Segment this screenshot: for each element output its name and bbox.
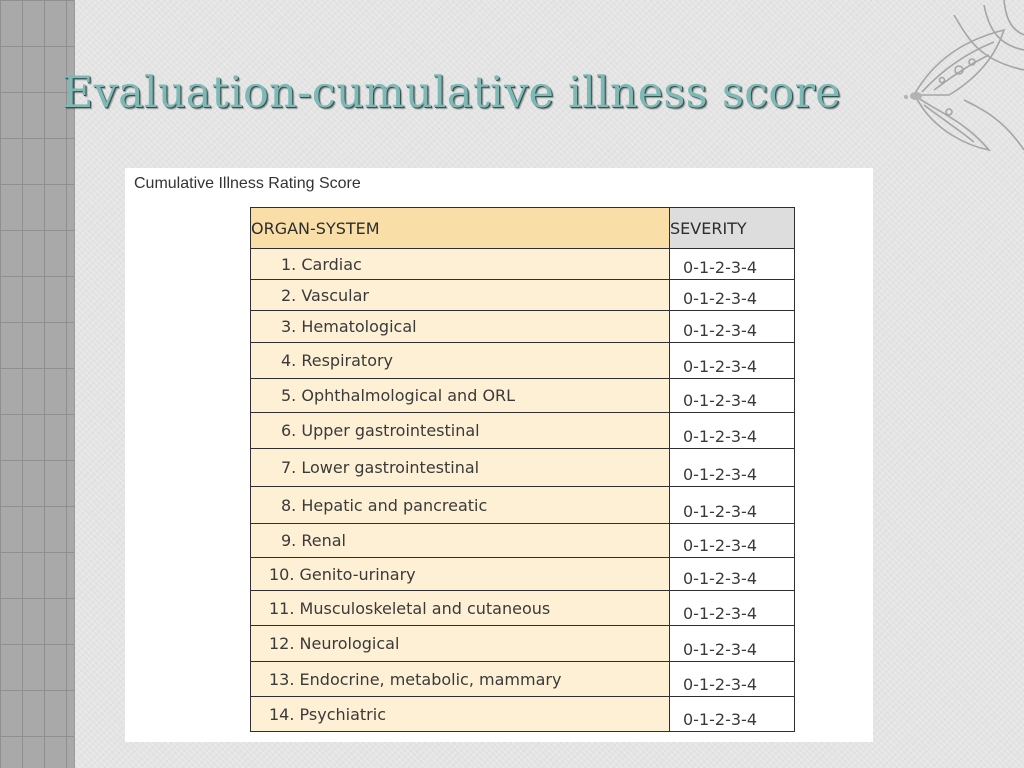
severity-cell: 0-1-2-3-4 — [670, 311, 795, 343]
organ-system-label: 7. Lower gastrointestinal — [281, 458, 480, 477]
table-row — [251, 343, 795, 379]
organ-system-label: 8. Hepatic and pancreatic — [281, 495, 488, 515]
severity-cell: 0-1-2-3-4 — [670, 249, 795, 280]
organ-system-label: 1. Cardiac — [281, 254, 362, 274]
table-row — [251, 697, 795, 732]
table-row — [251, 487, 795, 524]
table-caption: Cumulative Illness Rating Score — [134, 175, 361, 192]
severity-cell: 0-1-2-3-4 — [670, 558, 795, 591]
organ-system-cell — [251, 280, 670, 311]
table-row — [251, 626, 795, 662]
organ-system-cell — [251, 449, 670, 487]
organ-system-label: 10. Genito-urinary — [269, 564, 416, 584]
organ-system-cell — [251, 413, 670, 449]
organ-system-label: 5. Ophthalmological and ORL — [281, 386, 516, 405]
butterfly-ornament-icon — [894, 0, 1024, 170]
organ-system-cell — [251, 591, 670, 626]
organ-system-label: 4. Respiratory — [281, 351, 394, 370]
organ-system-cell — [251, 311, 670, 343]
table-row — [251, 379, 795, 413]
table-row — [251, 524, 795, 558]
organ-system-label: 9. Renal — [281, 531, 346, 550]
table-row — [251, 591, 795, 626]
organ-system-cell — [251, 626, 670, 662]
severity-cell: 0-1-2-3-4 — [670, 662, 795, 697]
organ-system-cell — [251, 662, 670, 697]
severity-cell: 0-1-2-3-4 — [670, 487, 795, 524]
table-row — [251, 311, 795, 343]
table-row — [251, 280, 795, 311]
severity-cell: 0-1-2-3-4 — [670, 697, 795, 732]
table-row — [251, 413, 795, 449]
cirs-table — [250, 207, 795, 732]
severity-cell: 0-1-2-3-4 — [670, 449, 795, 487]
table-body — [251, 249, 795, 732]
organ-system-label: 6. Upper gastrointestinal — [281, 421, 480, 440]
organ-system-label: 12. Neurological — [269, 634, 400, 653]
organ-system-cell — [251, 524, 670, 558]
table-header-row — [251, 208, 795, 249]
table-card — [125, 168, 873, 742]
severity-cell: 0-1-2-3-4 — [670, 379, 795, 413]
table-row — [251, 249, 795, 280]
severity-cell: 0-1-2-3-4 — [670, 280, 795, 311]
severity-header: SEVERITY — [670, 208, 795, 249]
table-row — [251, 449, 795, 487]
table-row — [251, 558, 795, 591]
organ-system-cell — [251, 249, 670, 280]
organ-system-cell — [251, 343, 670, 379]
table-row — [251, 662, 795, 697]
organ-system-label: 2. Vascular — [281, 285, 369, 305]
organ-system-label: 3. Hematological — [281, 317, 417, 336]
organ-system-header: ORGAN-SYSTEM — [251, 208, 670, 249]
severity-cell: 0-1-2-3-4 — [670, 343, 795, 379]
organ-system-cell — [251, 379, 670, 413]
organ-system-label: 14. Psychiatric — [269, 704, 386, 724]
organ-system-cell — [251, 558, 670, 591]
organ-system-label: 11. Musculoskeletal and cutaneous — [269, 598, 551, 618]
severity-cell: 0-1-2-3-4 — [670, 524, 795, 558]
organ-system-label: 13. Endocrine, metabolic, mammary — [269, 669, 562, 689]
organ-system-cell — [251, 487, 670, 524]
organ-system-cell — [251, 697, 670, 732]
severity-cell: 0-1-2-3-4 — [670, 591, 795, 626]
severity-cell: 0-1-2-3-4 — [670, 626, 795, 662]
slide-title: Evaluation-cumulative illness score — [62, 68, 841, 118]
severity-cell: 0-1-2-3-4 — [670, 413, 795, 449]
